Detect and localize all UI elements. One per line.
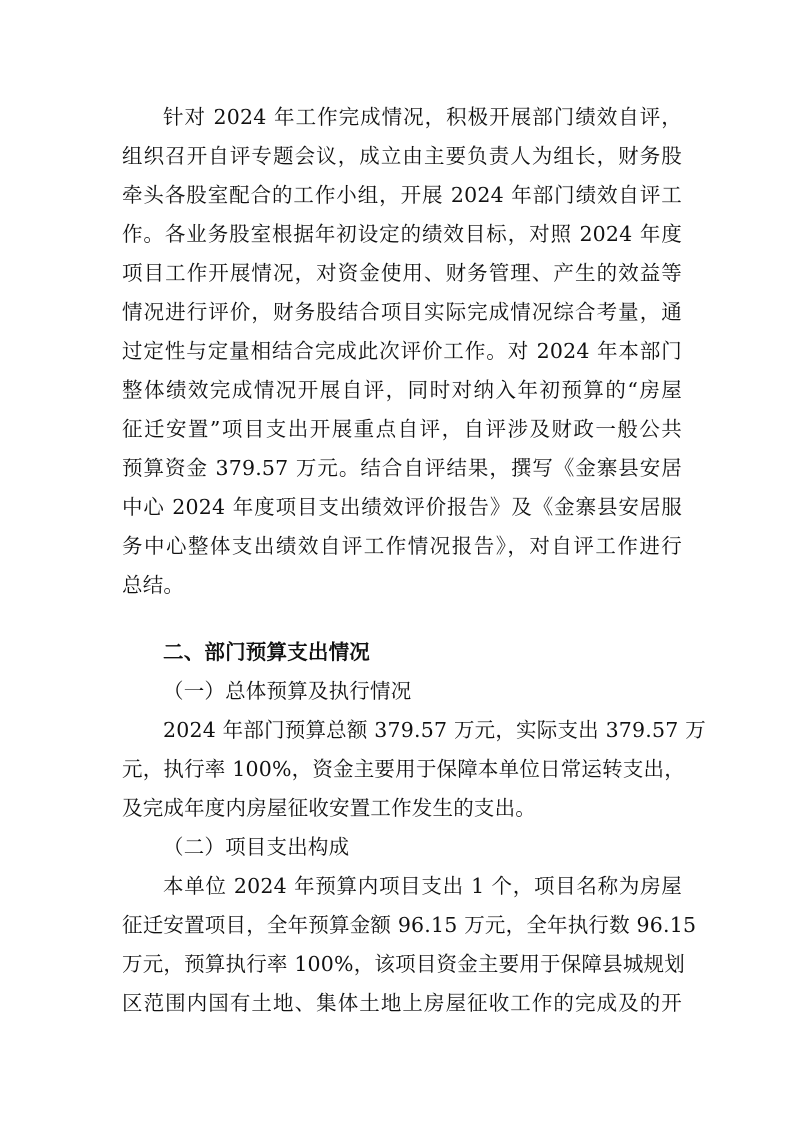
paragraph-line: 过定性与定量相结合完成此次评价工作。对 2024 年本部门 xyxy=(122,339,682,363)
paragraph-line: 及完成年度内房屋征收安置工作发生的支出。 xyxy=(122,796,536,820)
subsection-heading: （二）项目支出构成 xyxy=(163,835,350,859)
paragraph-line: 整体绩效完成情况开展自评，同时对纳入年初预算的“房屋 xyxy=(122,378,682,402)
paragraph-line: 中心 2024 年度项目支出绩效评价报告》及《金寨县安居服 xyxy=(122,495,682,519)
paragraph-line: 万元，预算执行率 100%，该项目资金主要用于保障县城规划 xyxy=(122,952,685,976)
section-heading: 二、部门预算支出情况 xyxy=(163,640,370,664)
paragraph-line: 组织召开自评专题会议，成立由主要负责人为组长，财务股 xyxy=(122,144,682,168)
paragraph-line: 作。各业务股室根据年初设定的绩效目标，对照 2024 年度 xyxy=(122,222,682,246)
paragraph-line: 元，执行率 100%，资金主要用于保障本单位日常运转支出， xyxy=(122,757,685,781)
paragraph-line: 情况进行评价，财务股结合项目实际完成情况综合考量，通 xyxy=(122,300,682,324)
paragraph-line: 预算资金 379.57 万元。结合自评结果，撰写《金寨县安居 xyxy=(122,456,682,480)
subsection-heading: （一）总体预算及执行情况 xyxy=(163,679,412,703)
paragraph-line: 牵头各股室配合的工作小组，开展 2024 年部门绩效自评工 xyxy=(122,183,682,207)
paragraph-line: 项目工作开展情况，对资金使用、财务管理、产生的效益等 xyxy=(122,261,682,285)
paragraph-line: 务中心整体支出绩效自评工作情况报告》，对自评工作进行 xyxy=(122,534,682,558)
paragraph-line: 区范围内国有土地、集体土地上房屋征收工作的完成及的开 xyxy=(122,991,682,1015)
paragraph-line: 本单位 2024 年预算内项目支出 1 个，项目名称为房屋 xyxy=(163,874,682,898)
paragraph-line: 总结。 xyxy=(122,573,185,597)
paragraph-line: 针对 2024 年工作完成情况，积极开展部门绩效自评， xyxy=(163,105,682,129)
paragraph-line: 2024 年部门预算总额 379.57 万元，实际支出 379.57 万 xyxy=(163,718,706,742)
paragraph-line: 征迁安置”项目支出开展重点自评，自评涉及财政一般公共 xyxy=(122,417,682,441)
paragraph-line: 征迁安置项目，全年预算金额 96.15 万元，全年执行数 96.15 xyxy=(122,913,697,937)
